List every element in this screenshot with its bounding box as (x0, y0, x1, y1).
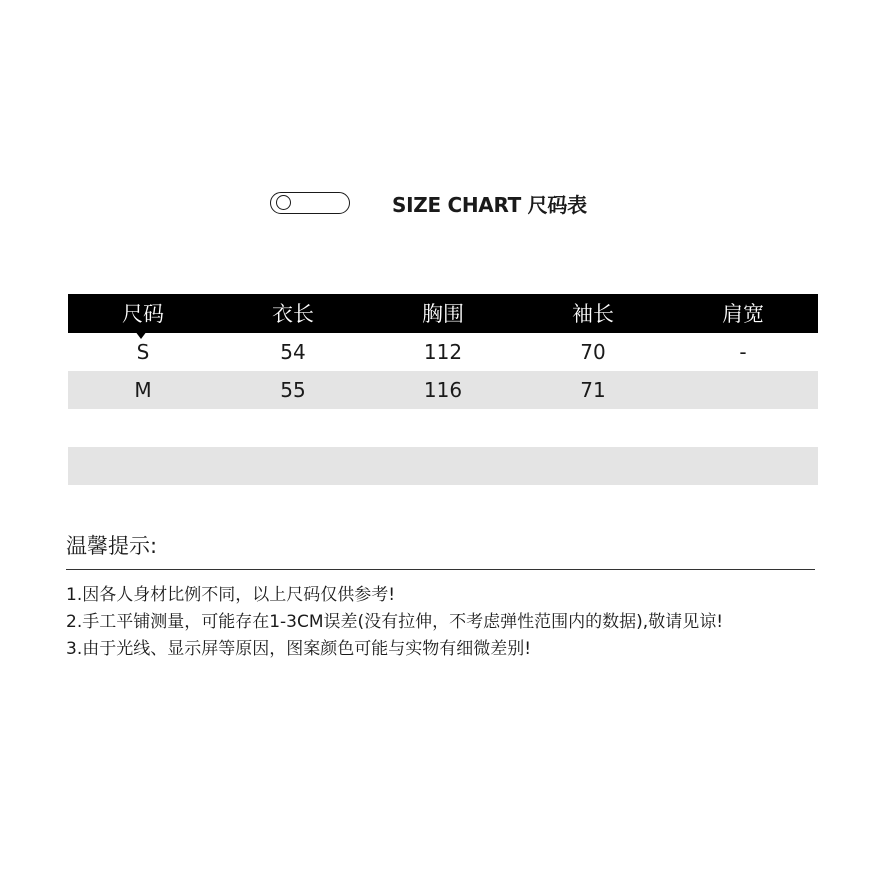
column-header-sleeve: 袖长 (572, 301, 614, 326)
notes-divider (66, 569, 815, 570)
note-item: 1.因各人身材比例不同，以上尺码仅供参考! (66, 585, 396, 605)
table-cell: 54 (280, 340, 306, 364)
table-cell: 71 (580, 378, 606, 402)
table-row (68, 409, 818, 447)
table-cell: S (136, 340, 150, 364)
note-item: 3.由于光线、显示屏等原因，图案颜色可能与实物有细微差别! (66, 639, 532, 659)
table-cell: 112 (423, 340, 463, 364)
toggle-switch-icon (270, 192, 350, 214)
size-table (68, 294, 818, 485)
table-cell: 55 (280, 378, 306, 402)
table-cell: M (134, 378, 152, 402)
table-header-row (68, 294, 818, 333)
notes-list (66, 582, 826, 663)
column-header-length: 衣长 (272, 301, 314, 326)
table-row (68, 333, 818, 371)
size-chart-header (0, 190, 876, 222)
page-title: SIZE CHART 尺码表 (392, 193, 587, 217)
column-header-size: 尺码 (122, 301, 164, 326)
table-row (68, 447, 818, 485)
note-item: 2.手工平铺测量，可能存在1-3CM误差(没有拉伸，不考虑弹性范围内的数据),敬请见谅! (66, 612, 724, 632)
toggle-knob (276, 195, 291, 210)
table-row (68, 371, 818, 409)
table-cell: 116 (423, 378, 463, 402)
column-header-shoulder: 肩宽 (722, 301, 764, 326)
column-header-chest: 胸围 (422, 301, 464, 326)
table-cell: 70 (580, 340, 606, 364)
notes-title: 温馨提示: (66, 534, 158, 558)
table-cell: - (739, 340, 747, 364)
